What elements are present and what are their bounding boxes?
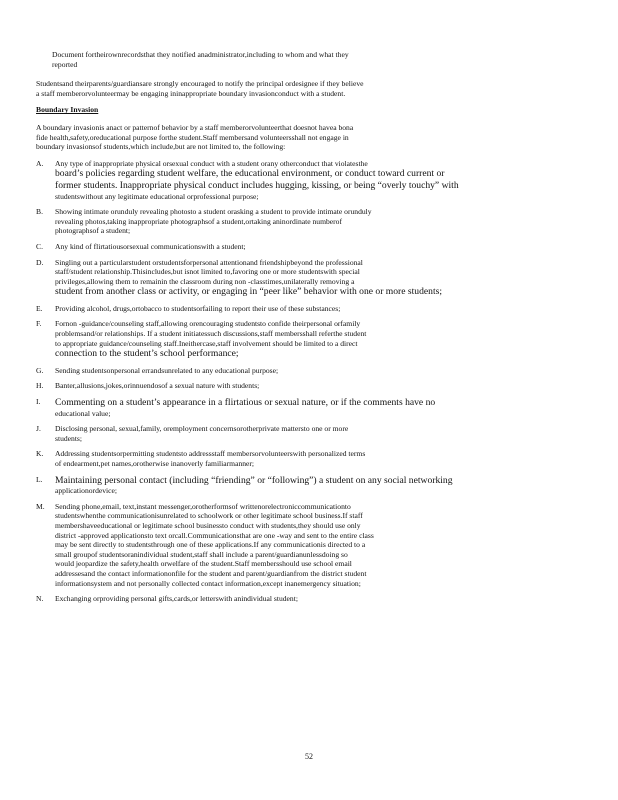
list-item-text: [55, 258, 554, 298]
list-item-line: board’s policies regarding student welfare, the educational environment, or conduct toward current or: [55, 168, 445, 180]
list-item-line: Disclosing personal, sexual,family, oremployment concernsorotherprivate mattersto one or more: [55, 424, 349, 434]
bullet-square-icon: [36, 50, 52, 69]
list-item-line: studentswhenthe communicationisunrelated to schoolwork or other legitimate school business.If staff: [55, 511, 363, 521]
list-item-letter: K.: [36, 449, 44, 459]
list-item-line: of endearment,pet names,orotherwise inanoverly familiarmanner;: [55, 459, 255, 468]
list-item-line: Any kind of flirtatiousorsexual communicationswith a student;: [55, 241, 246, 251]
list-item: [36, 242, 554, 252]
list-item-line: Providing alcohol, drugs,ortobacco to studentsorfailing to report their use of these substances;: [55, 303, 341, 313]
list-item-letter: E.: [36, 303, 43, 313]
list-item-line: informationsystem and not personally collected contact information,except inanemergency situation;: [55, 578, 361, 588]
document-page: [36, 50, 554, 610]
bullet-item: [36, 50, 554, 69]
list-item-text: [55, 449, 554, 468]
list-item: [36, 207, 554, 236]
list-item-line: Exchanging orproviding personal gifts,cards,or letterswith anindividual student;: [55, 594, 298, 604]
list-item: [36, 304, 554, 314]
list-item: [36, 449, 554, 468]
list-item-letter: N.: [36, 594, 44, 604]
list-item-line: Sending phone,email, text,instant messenger,orotherformsof writtenorelectroniccommunicationto: [55, 501, 351, 511]
definition-paragraph: [36, 123, 554, 152]
list-item-line: photographsof a student;: [55, 226, 131, 236]
list-item-text: [55, 159, 554, 201]
list-item-line: staff/student relationship.Thisincludes,but isnot limited to,favoring one or more studentswith special: [55, 267, 360, 277]
section-heading: Boundary Invasion: [36, 105, 99, 115]
list-item-letter: M.: [36, 501, 45, 511]
list-item: [36, 475, 554, 496]
list-item-text: [55, 207, 554, 236]
definition-line: fide health,safety,oreducational purpose forthe student.Staff membersand volunteersshall not engage in: [36, 132, 349, 142]
list-item-text: [55, 424, 554, 443]
list-item-line: Fornon -guidance/counseling staff,allowing orencouraging studentsto confide theirpersonal orfamily: [55, 319, 361, 329]
list-item-line: Any type of inappropriate physical orsexual conduct with a student orany otherconduct that violatesthe: [55, 158, 368, 168]
list-item-line: former students. Inappropriate physical conduct includes hugging, kissing, or being “overly touchy” with: [55, 179, 459, 191]
list-item-line: to appropriate guidance/counseling staff.Ineithercase,staff involvement should be limited to a direct: [55, 338, 358, 348]
list-item-letter: G.: [36, 365, 44, 375]
list-item-letter: D.: [36, 257, 44, 267]
definition-line: A boundary invasionis anact or patternof behavior by a staff memberorvolunteerthat doesnot havea bona: [36, 122, 354, 132]
list-item-text: [55, 381, 554, 391]
list-item: [36, 366, 554, 376]
list-item-line: membershaveeducational or legitimate school businessto conduct with students,they should use only: [55, 520, 361, 530]
list-item-line: Banter,allusions,jokes,orinnuendosof a sexual nature with students;: [55, 381, 260, 391]
list-item-letter: A.: [36, 158, 44, 168]
list-item: [36, 397, 554, 418]
intro-line: a staff memberorvolunteermay be engaging ininappropriate boundary invasionconduct with a student.: [36, 88, 346, 98]
list-item-line: studentswithout any legitimate educational orprofessional purpose;: [55, 191, 259, 201]
list-item-line: would jeopardize the safety,health orwelfare of the student.Staff membersshould use school email: [55, 559, 352, 569]
bullet-line: reported: [52, 59, 78, 69]
list-item-letter: H.: [36, 381, 44, 391]
list-item-text: [55, 397, 554, 418]
list-item-line: Maintaining personal contact (including “friending” or “following”) a student on any social networking: [55, 474, 453, 486]
list-item-line: Singling out a particularstudent orstudentsforpersonal attentionand friendshipbeyond the professional: [55, 257, 363, 267]
bullet-text: [52, 50, 554, 69]
list-item-line: addressesand the contact informationonfile for the student and parent/guardianfrom the district student: [55, 568, 367, 578]
list-item-text: [55, 594, 554, 604]
list-item-line: small groupof studentsoranindividual student,staff shall include a parent/guardianunlessdoing so: [55, 549, 348, 559]
list-item-line: problemsand/or relationships. If a student initiatessuch discussions,staff membersshall referthe student: [55, 329, 367, 339]
list-item-letter: I.: [36, 397, 41, 407]
list-item-text: [55, 319, 554, 359]
list-item-letter: C.: [36, 241, 43, 251]
list-item-letter: B.: [36, 207, 43, 217]
list-item-line: student from another class or activity, or engaging in “peer like” behavior with one or more students;: [55, 286, 443, 298]
list-item-letter: J.: [36, 424, 41, 434]
list-item-line: privileges,allowing them to remainin the classroom during non -classtimes,unilaterally removing a: [55, 276, 355, 286]
list-item-line: Commenting on a student’s appearance in a flirtatious or sexual nature, or if the comments have no: [55, 397, 436, 409]
list-item-text: [55, 304, 554, 314]
list-item-letter: F.: [36, 319, 42, 329]
list-item-line: applicationordevice;: [55, 486, 117, 496]
list-item-line: educational value;: [55, 408, 111, 418]
definition-line: boundary invasionsof students,which include,but are not limited to, the following:: [36, 142, 286, 152]
list-item-text: [55, 502, 554, 588]
list-item-line: Addressing studentsorpermitting studentsto addressstaff membersorvolunteerswith personalized terms: [55, 449, 366, 459]
list-item: [36, 594, 554, 604]
list-item: [36, 258, 554, 298]
intro-line: Studentsand theirparents/guardiansare strongly encouraged to notify the principal ordesignee if they believe: [36, 79, 364, 89]
intro-paragraph: [36, 79, 554, 98]
boundary-items-list: [36, 159, 554, 604]
list-item-line: Showing intimate orunduly revealing photosto a student orasking a student to provide intimate orunduly: [55, 207, 372, 217]
list-item-text: [55, 366, 554, 376]
page-number: 52: [305, 752, 313, 761]
list-item-letter: L.: [36, 474, 43, 484]
list-item: [36, 381, 554, 391]
list-item-line: revealing photos,taking inappropriate photographsof a student,ortaking aninordinate numberof: [55, 216, 343, 226]
list-item-line: students;: [55, 433, 83, 443]
list-item: [36, 502, 554, 588]
list-item-line: may be sent directly to studentsthrough one of these applications.If any communicationis directed to a: [55, 540, 366, 550]
list-item-line: Sending studentsonpersonal errandsunrelated to any educational purpose;: [55, 365, 279, 375]
list-item: [36, 424, 554, 443]
list-item-text: [55, 242, 554, 252]
list-item-line: district -approved applicationsto text orcall.Communicationsthat are one -way and sent to the entire class: [55, 530, 374, 540]
list-item-text: [55, 475, 554, 496]
list-item: [36, 159, 554, 201]
list-item-line: connection to the student’s school performance;: [55, 348, 239, 360]
bullet-line: Document fortheirownrecordsthat they notified anadministrator,including to whom and what they: [52, 50, 349, 59]
list-item: [36, 319, 554, 359]
